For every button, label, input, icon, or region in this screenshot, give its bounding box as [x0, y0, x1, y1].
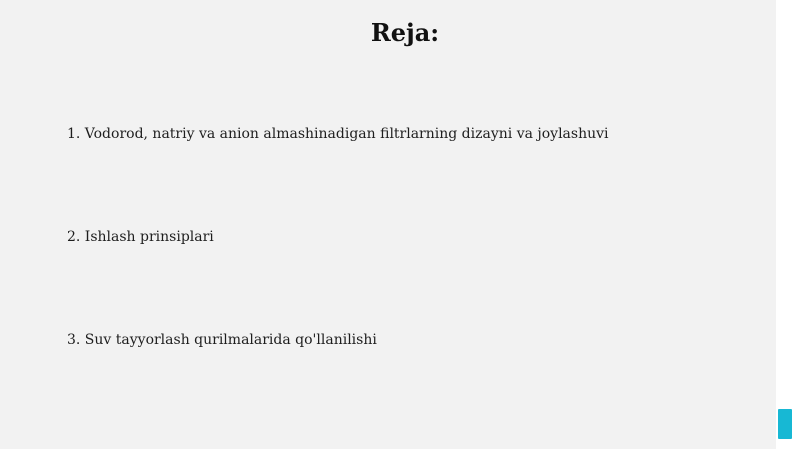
scroll-thumb[interactable]	[778, 409, 792, 439]
scrollbar[interactable]	[776, 0, 800, 449]
slide-title: Reja:	[370, 18, 440, 47]
list-item: 2. Ishlash prinsiplari	[67, 229, 214, 245]
list-item: 1. Vodorod, natriy va anion almashinadigan filtrlarning dizayni va joylashuvi	[67, 126, 609, 142]
list-item: 3. Suv tayyorlash qurilmalarida qo'llanilishi	[67, 332, 377, 348]
